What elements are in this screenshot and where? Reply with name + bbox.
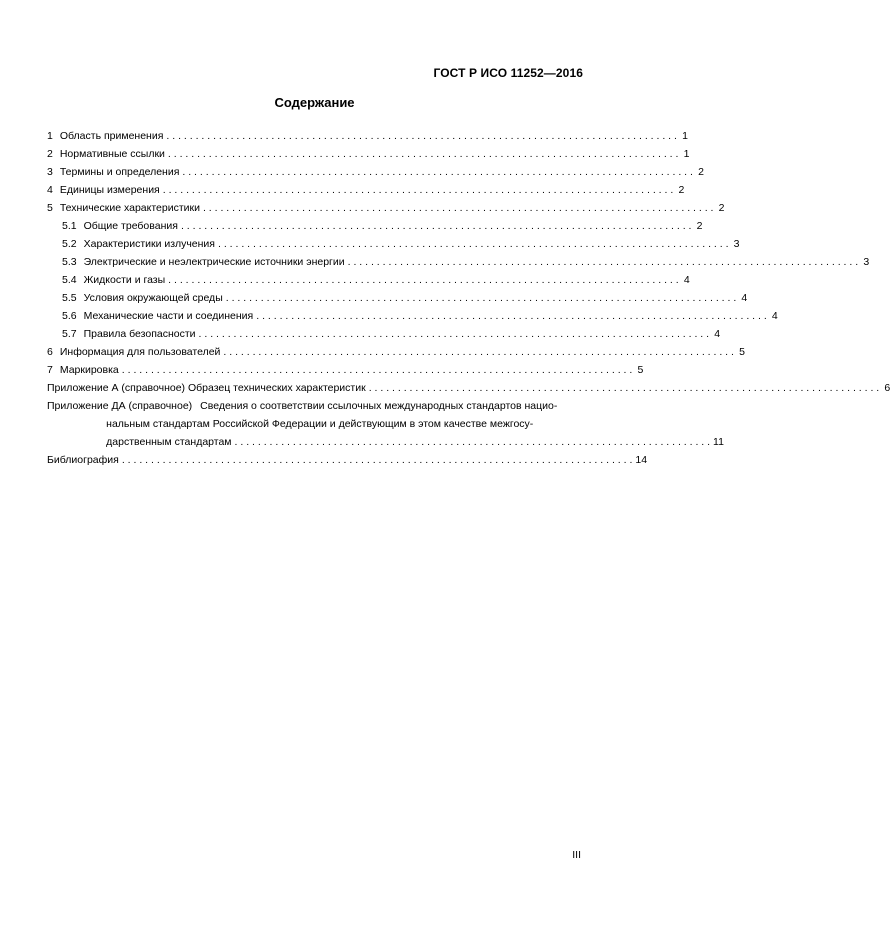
toc-entry[interactable] xyxy=(47,181,685,199)
toc-entry-number: 5.5 xyxy=(62,292,77,304)
toc-entry-appendix-a[interactable] xyxy=(47,379,890,397)
dot-leader xyxy=(182,163,693,181)
toc-entry[interactable] xyxy=(47,199,725,217)
toc-entry-number: 5.6 xyxy=(62,310,77,322)
toc-entry[interactable] xyxy=(47,127,688,145)
toc-entry-number: 3 xyxy=(47,166,53,178)
toc-entry-page: 5 xyxy=(739,346,745,358)
toc-entry-number: 5.7 xyxy=(62,328,77,340)
toc-entry-number: 6 xyxy=(47,346,53,358)
page-number: III xyxy=(572,849,581,861)
toc-entry-label: Единицы измерения xyxy=(59,184,160,196)
toc-entry-label: Нормативные ссылки xyxy=(59,148,165,160)
toc-entry-line xyxy=(106,433,724,451)
dot-leader xyxy=(168,145,679,163)
toc-entry-label: Характеристики излучения xyxy=(83,238,215,250)
toc-entry-label: Жидкости и газы xyxy=(83,274,166,286)
toc-entry-number: 5.2 xyxy=(62,238,77,250)
toc-entry-label: Условия окружающей среды xyxy=(83,292,223,304)
toc-entry-text: нальным стандартам Российской Федерации и действующим в этом качестве межгосу- xyxy=(106,418,534,430)
toc-entry[interactable] xyxy=(47,163,704,181)
toc-entry-page: 11 xyxy=(713,436,724,448)
toc-entry-number: 5.4 xyxy=(62,274,77,286)
toc-entry-page: 5 xyxy=(637,364,644,376)
toc-entry-page: 2 xyxy=(696,220,703,232)
dot-leader xyxy=(163,181,674,199)
toc-entry-page: 2 xyxy=(718,202,725,214)
toc-entry-label: Приложение А (справочное) Образец технических характеристик xyxy=(47,382,366,394)
toc-subentry[interactable] xyxy=(47,325,721,343)
dot-leader xyxy=(369,379,880,397)
toc-entry[interactable] xyxy=(47,343,745,361)
toc-entry[interactable] xyxy=(47,145,690,163)
toc-subentry[interactable] xyxy=(47,271,690,289)
dot-leader xyxy=(168,271,679,289)
toc-entry-label: Маркировка xyxy=(59,364,119,376)
toc-title: Содержание xyxy=(274,95,355,110)
toc-entry-text: Сведения о соответствии ссылочных международных стандартов нацио- xyxy=(200,400,558,412)
toc-entry-label: Информация для пользователей xyxy=(59,346,221,358)
toc-entry-number: 5.3 xyxy=(62,256,77,268)
toc-entry-label: Область применения xyxy=(59,130,164,142)
dot-leader xyxy=(218,235,729,253)
toc-subentry[interactable] xyxy=(47,307,778,325)
toc-entry-page: 3 xyxy=(863,256,870,268)
dot-leader xyxy=(203,199,714,217)
toc-entry-label: Электрические и неэлектрические источники энергии xyxy=(83,256,345,268)
toc-entry-number: 1 xyxy=(47,130,53,142)
toc-entry-page: 4 xyxy=(771,310,778,322)
toc-entry-page: 1 xyxy=(683,148,690,160)
dot-leader xyxy=(181,217,692,235)
dot-leader xyxy=(122,451,633,469)
table-of-contents xyxy=(47,127,890,469)
dot-leader xyxy=(256,307,767,325)
toc-entry-label: Механические части и соединения xyxy=(83,310,254,322)
toc-entry-page: 1 xyxy=(682,130,688,142)
toc-entry-number: 5.1 xyxy=(62,220,77,232)
toc-subentry[interactable] xyxy=(47,217,703,235)
dot-leader xyxy=(348,253,859,271)
toc-entry-label: Библиография xyxy=(47,454,119,466)
toc-entry-page: 6 xyxy=(884,382,890,394)
toc-entry-bibliography[interactable] xyxy=(47,451,648,469)
toc-entry-label: Термины и определения xyxy=(59,166,180,178)
dot-leader xyxy=(199,325,710,343)
dot-leader xyxy=(166,127,677,145)
toc-entry-page: 4 xyxy=(741,292,748,304)
toc-entry-line xyxy=(106,415,724,433)
toc-entry[interactable] xyxy=(47,361,644,379)
toc-entry-page: 2 xyxy=(678,184,685,196)
toc-entry-page: 2 xyxy=(698,166,704,178)
toc-entry-number: 4 xyxy=(47,184,53,196)
document-code: ГОСТ Р ИСО 11252—2016 xyxy=(433,66,583,80)
toc-entry-label: Технические характеристики xyxy=(59,202,200,214)
toc-entry-page: 4 xyxy=(683,274,690,286)
toc-entry-line xyxy=(200,397,724,415)
toc-subentry[interactable] xyxy=(47,253,870,271)
dot-leader xyxy=(122,361,633,379)
toc-entry-label: Общие требования xyxy=(83,220,178,232)
toc-entry-number: 7 xyxy=(47,364,53,376)
toc-entry-page: 3 xyxy=(733,238,740,250)
toc-entry-number: 5 xyxy=(47,202,53,214)
toc-entry-label: Приложение ДА (справочное) xyxy=(47,400,193,412)
toc-subentry[interactable] xyxy=(47,289,748,307)
toc-entry-appendix-da[interactable] xyxy=(47,397,724,451)
toc-entry-text: дарственным стандартам xyxy=(106,436,232,448)
toc-entry-page: 14 xyxy=(635,454,648,466)
dot-leader xyxy=(235,433,711,451)
toc-subentry[interactable] xyxy=(47,235,740,253)
toc-entry-label: Правила безопасности xyxy=(83,328,196,340)
toc-entry-number: 2 xyxy=(47,148,53,160)
dot-leader xyxy=(223,343,734,361)
toc-entry-page: 4 xyxy=(714,328,721,340)
dot-leader xyxy=(226,289,737,307)
